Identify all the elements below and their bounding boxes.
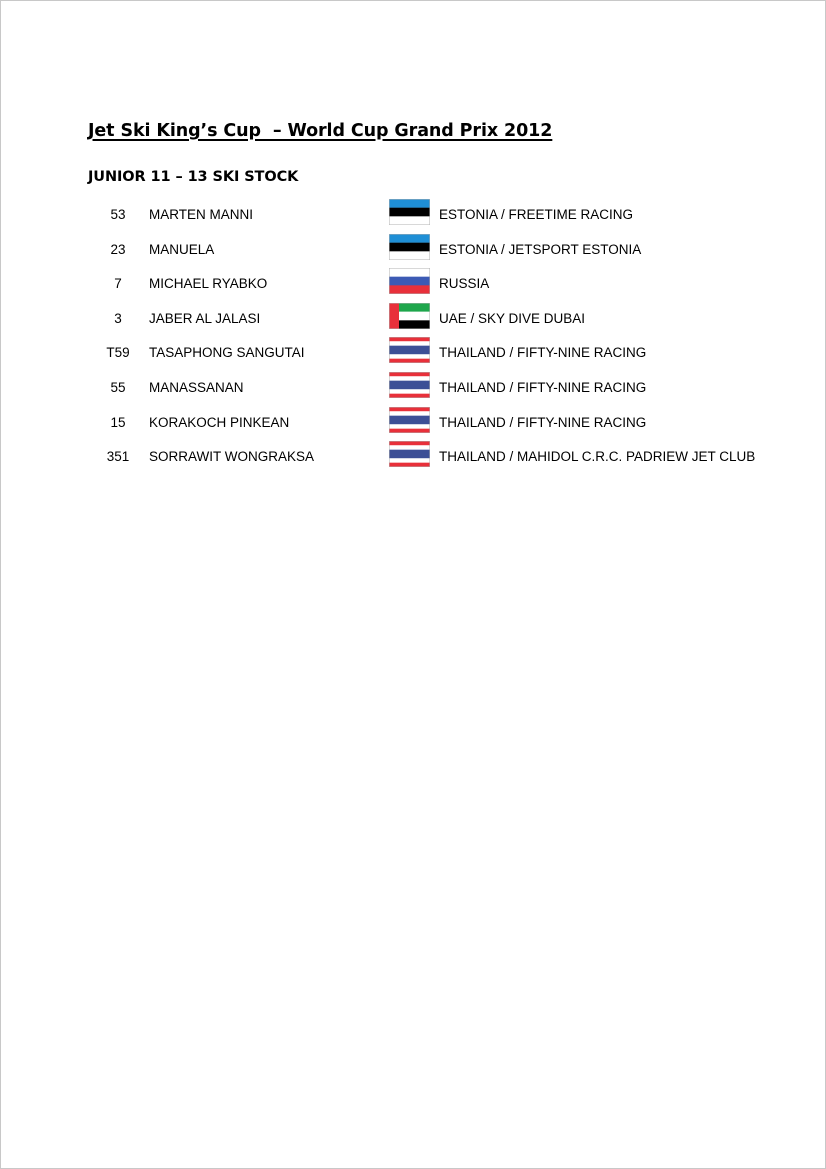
entry-team: UAE / SKY DIVE DUBAI: [439, 310, 586, 326]
uae-flag-icon: [389, 303, 430, 329]
flag-stripe: [389, 381, 430, 390]
thailand-flag-icon: [389, 337, 430, 363]
entry-team: THAILAND / FIFTY-NINE RACING: [439, 345, 647, 361]
flag-stripe: [389, 376, 430, 380]
entry-name: MARTEN MANNI: [149, 207, 254, 222]
entry-name: KORAKOCH PINKEAN: [149, 414, 290, 430]
flag-stripe: [389, 389, 430, 393]
entry-team: THAILAND / FIFTY-NINE RACING: [439, 379, 647, 395]
entry-team: THAILAND / MAHIDOL C.R.C. PADRIEW JET CLUB: [439, 449, 756, 465]
flag-stripe: [389, 208, 430, 217]
entry-row: [1, 301, 826, 336]
flag-stripe: [389, 415, 430, 424]
flag-stripe: [389, 251, 430, 260]
entry-row: [1, 335, 826, 370]
estonia-flag-icon: [389, 234, 430, 260]
flag-stripe: [389, 445, 430, 449]
entry-number: 351: [106, 449, 130, 465]
entry-row: [1, 405, 826, 440]
entry-name: TASAPHONG SANGUTAI: [149, 345, 305, 361]
flag-stripe: [389, 355, 430, 359]
flag-stripe: [399, 320, 430, 329]
flag-stripe: [389, 359, 430, 363]
entry-name: SORRAWIT WONGRAKSA: [149, 449, 315, 465]
entry-number: 3: [114, 310, 122, 326]
russia-flag-icon: [389, 268, 430, 294]
flag-stripe: [389, 407, 430, 411]
flag-stripe: [389, 268, 430, 277]
thailand-flag-icon: [389, 372, 430, 398]
entry-list: [1, 197, 826, 474]
entry-team: ESTONIA / FREETIME RACING: [439, 207, 634, 222]
flag-stripe: [389, 242, 430, 251]
entry-team: RUSSIA: [439, 276, 490, 292]
entry-row: [1, 370, 826, 405]
entry-number: 23: [110, 241, 126, 257]
entry-name: JABER AL JALASI: [149, 310, 261, 326]
entry-number: 55: [110, 379, 126, 395]
estonia-flag-icon: [389, 199, 430, 225]
entry-row: [1, 439, 826, 474]
entry-number: 53: [110, 207, 126, 222]
thailand-flag-icon: [389, 441, 430, 467]
flag-stripe: [389, 199, 430, 208]
flag-stripe: [389, 458, 430, 462]
entry-row: [1, 197, 826, 232]
entry-team: THAILAND / FIFTY-NINE RACING: [439, 414, 647, 430]
flag-stripe: [389, 450, 430, 459]
entry-number: T59: [106, 345, 130, 361]
entry-team: ESTONIA / JETSPORT ESTONIA: [439, 241, 642, 257]
flag-stripe: [389, 303, 399, 329]
flag-stripe: [389, 277, 430, 286]
entry-number: 15: [110, 414, 126, 430]
flag-stripe: [389, 428, 430, 432]
flag-stripe: [389, 411, 430, 415]
entry-name: MANUELA: [149, 241, 215, 257]
entry-number: 7: [114, 276, 122, 292]
flag-stripe: [389, 424, 430, 428]
flag-stripe: [389, 337, 430, 341]
flag-stripe: [389, 441, 430, 445]
entry-name: MICHAEL RYABKO: [149, 276, 268, 292]
flag-stripe: [399, 311, 430, 320]
class-heading: JUNIOR 11 – 13 SKI STOCK: [88, 169, 299, 185]
flag-stripe: [389, 216, 430, 225]
thailand-flag-icon: [389, 407, 430, 433]
entry-row: [1, 232, 826, 267]
flag-stripe: [399, 303, 430, 312]
entry-row: [1, 266, 826, 301]
flag-stripe: [389, 286, 430, 295]
flag-stripe: [389, 342, 430, 346]
flag-stripe: [389, 394, 430, 398]
flag-stripe: [389, 346, 430, 355]
flag-stripe: [389, 372, 430, 376]
flag-stripe: [389, 463, 430, 467]
entry-name: MANASSANAN: [149, 379, 244, 395]
flag-stripe: [389, 234, 430, 243]
document-title: Jet Ski King’s Cup – World Cup Grand Prix 2012: [88, 121, 553, 141]
